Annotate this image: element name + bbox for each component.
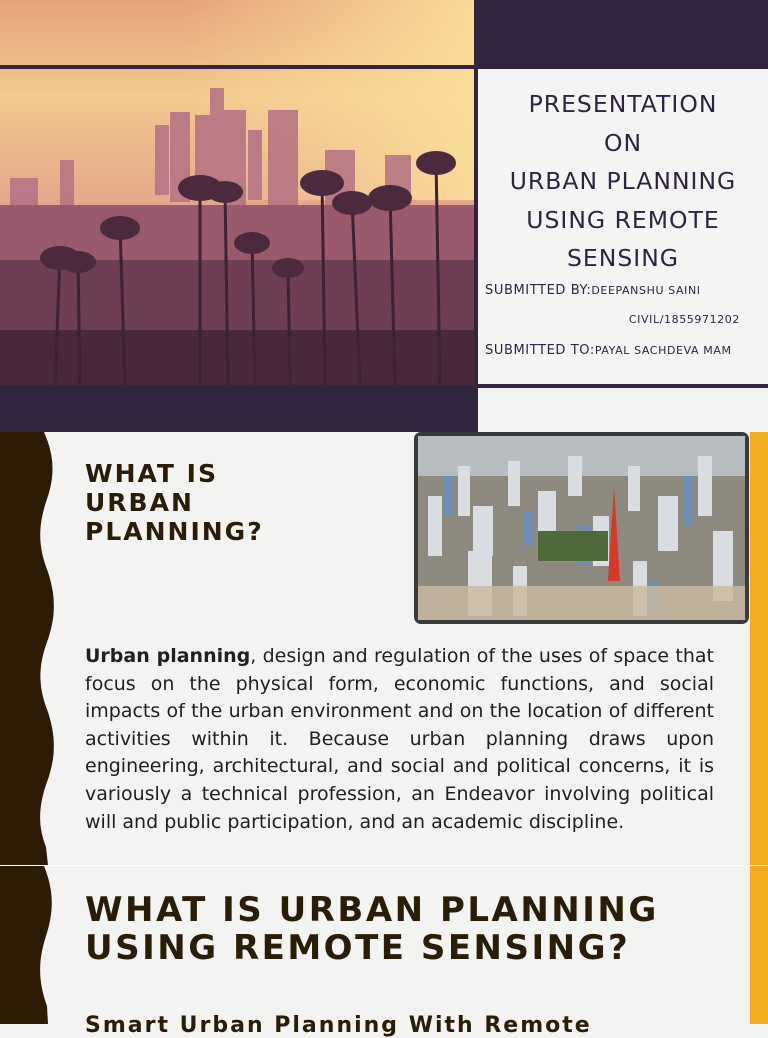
definition-slide	[0, 432, 768, 865]
wave-border	[0, 866, 60, 1024]
remote-sensing-slide	[0, 866, 768, 1038]
city-skyline-photo	[0, 0, 474, 385]
submitted-by-label: SUBMITTED BY:	[485, 283, 592, 298]
presentation-title	[478, 85, 768, 278]
definition-paragraph	[85, 643, 714, 836]
submitted-by-id: CIVIL/1855971202	[628, 313, 740, 326]
submitted-to-name: PAYAL SACHDEVA MAM	[594, 344, 732, 357]
title-line: PRESENTATION	[528, 90, 718, 118]
submitted-by	[485, 283, 701, 298]
heading-line: PLANNING?	[85, 517, 264, 546]
heading-line: WHAT IS	[85, 459, 218, 488]
submitted-to	[485, 343, 732, 358]
title-line: USING REMOTE	[526, 205, 720, 234]
accent-stripe	[750, 432, 768, 865]
submitted-by-name: DEEPANSHU SAINI	[591, 284, 701, 297]
city-model-photo	[414, 432, 749, 624]
heading-line: URBAN	[85, 488, 194, 517]
wave-border	[0, 432, 60, 865]
title-panel	[478, 69, 768, 385]
definition-term: Urban planning	[85, 645, 251, 667]
accent-stripe	[750, 866, 768, 1024]
bottom-bar	[0, 385, 478, 432]
heading-line: USING REMOTE SENSING?	[85, 928, 631, 968]
title-line: ON	[603, 128, 643, 157]
heading-line: WHAT IS URBAN PLANNING	[85, 890, 659, 930]
definition-text: , design and regulation of the uses of space that focus on the physical form, economic functions, and social impacts of the urban environment and on the location of different activities within it. Because urban planning draws upon engineering, architectural, and social and political concerns, it is variously a technical profession, an Endeavor involving political will and public participation, and an academic discipline.	[85, 645, 714, 833]
title-line: URBAN PLANNING	[509, 167, 737, 195]
slide-heading	[85, 891, 659, 967]
slide-heading	[85, 459, 264, 546]
top-bar	[474, 0, 768, 65]
title-line: SENSING	[567, 244, 679, 272]
submitted-to-label: SUBMITTED TO:	[485, 343, 595, 358]
subheading-cutoff: Smart Urban Planning With Remote	[85, 1013, 592, 1038]
title-slide	[0, 0, 768, 432]
